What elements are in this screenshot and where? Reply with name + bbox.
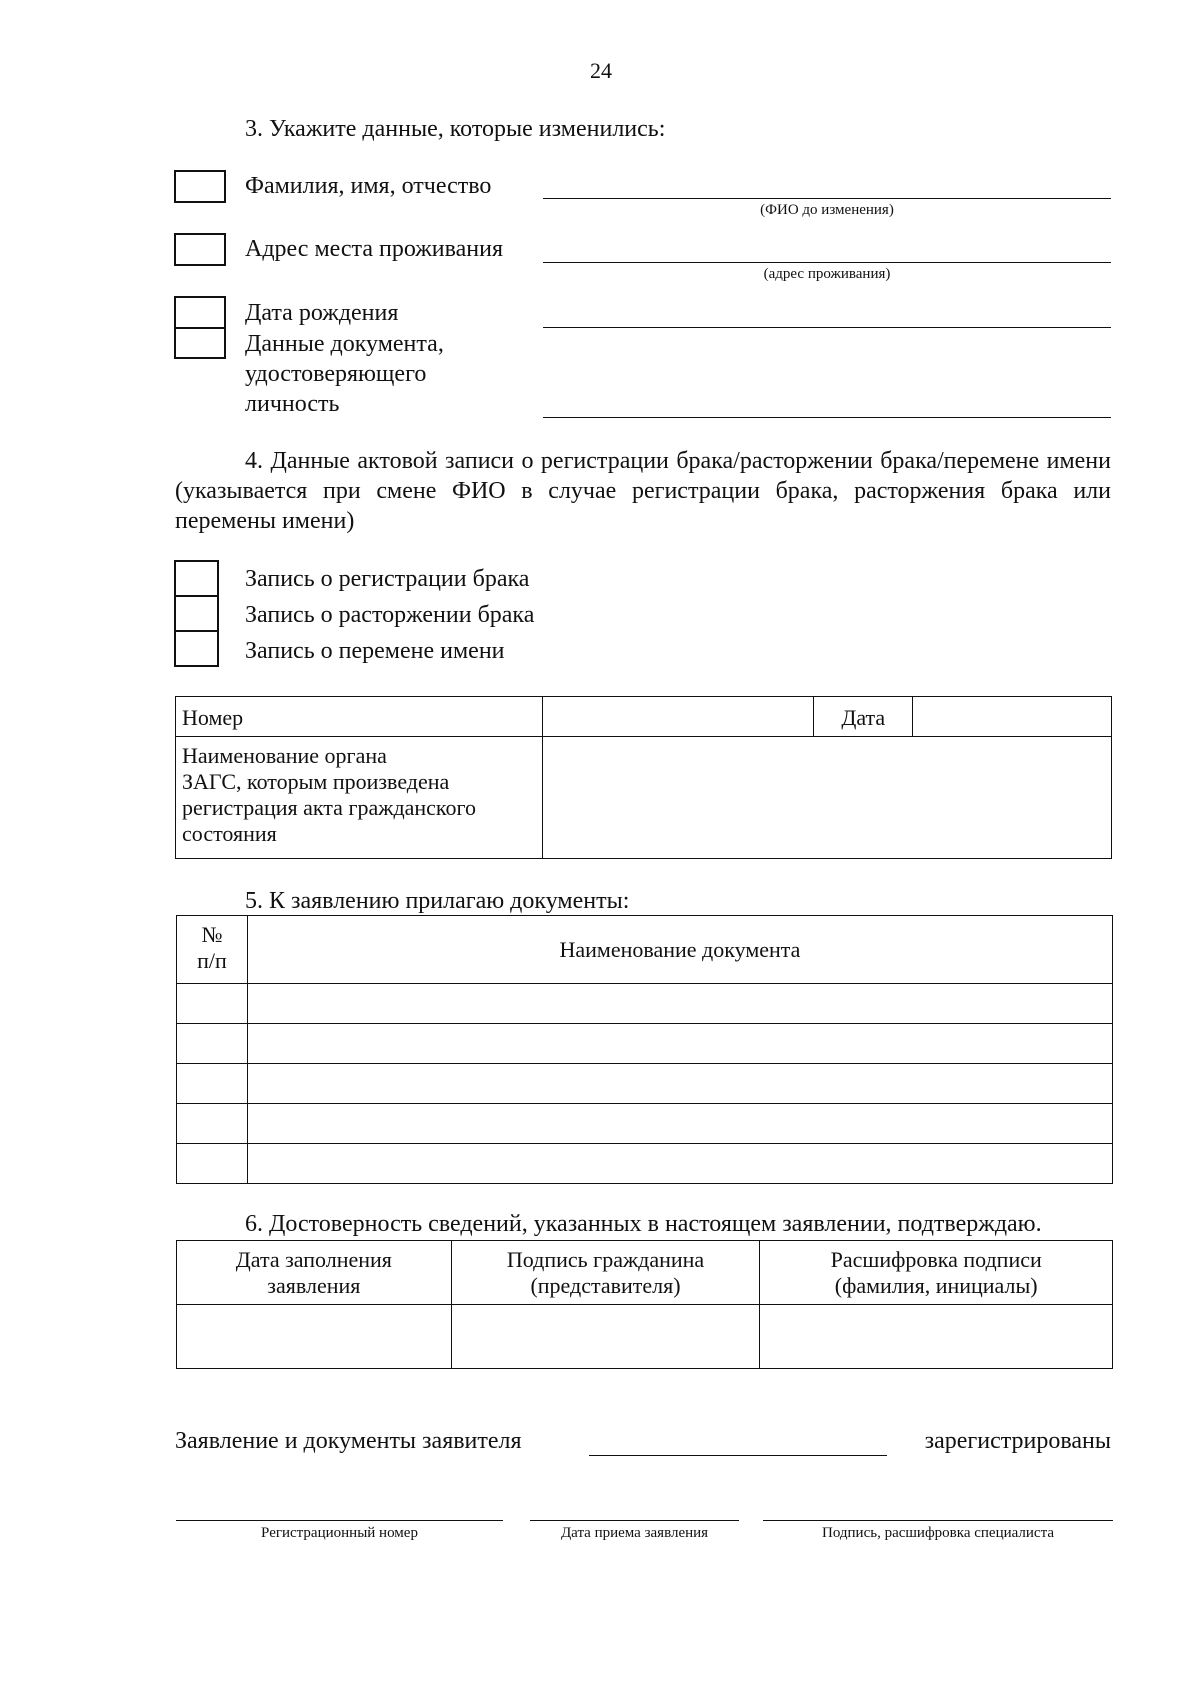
reg-number-caption: Регистрационный номер	[261, 1525, 418, 1541]
id-document-label-line3: личность	[245, 391, 340, 417]
row-name-cell[interactable]	[247, 1064, 1112, 1104]
checkbox-birthdate[interactable]	[174, 296, 226, 329]
birthdate-label: Дата рождения	[245, 300, 399, 326]
address-label: Адрес места проживания	[245, 236, 504, 262]
number-label: Номер	[182, 705, 244, 730]
col-num-header	[177, 916, 248, 984]
number-label-cell	[176, 697, 543, 737]
birthdate-input-line[interactable]	[543, 327, 1111, 328]
checkbox-fio[interactable]	[174, 170, 226, 203]
fill-date-line1: Дата заполнения	[235, 1247, 392, 1272]
date-input-cell[interactable]	[913, 697, 1112, 737]
table-row	[177, 1064, 1113, 1104]
date-label: Дата	[841, 705, 886, 730]
row-num-cell[interactable]	[177, 1064, 248, 1104]
id-document-label-line2: удостоверяющего	[245, 361, 427, 387]
signature-line2: (представителя)	[530, 1273, 681, 1298]
signature-header	[451, 1241, 760, 1305]
checkbox-id-document[interactable]	[174, 327, 226, 359]
receipt-date-line[interactable]	[530, 1520, 739, 1521]
section4-heading: 4. Данные актовой записи о регистрации брака/расторжении брака/перемене имени (указывается при смене ФИО в случае регистрации брака, расторжения брака или перемены имени)	[175, 448, 1111, 534]
organ-label-line4: состояния	[182, 821, 277, 846]
row-name-cell[interactable]	[247, 1144, 1112, 1184]
table-row	[177, 1104, 1113, 1144]
decoding-header	[760, 1241, 1113, 1305]
page-number: 24	[590, 58, 612, 83]
col-name-label: Наименование документа	[559, 936, 801, 962]
signature-input[interactable]	[451, 1305, 760, 1369]
checkbox-marriage[interactable]	[174, 560, 219, 597]
fio-label: Фамилия, имя, отчество	[245, 173, 492, 199]
organ-label-cell	[176, 737, 543, 859]
row-num-cell[interactable]	[177, 984, 248, 1024]
signature-line1: Подпись гражданина	[506, 1247, 705, 1272]
checkbox-address[interactable]	[174, 233, 226, 266]
table-row	[177, 984, 1113, 1024]
row-name-cell[interactable]	[247, 1104, 1112, 1144]
fill-date-header	[177, 1241, 452, 1305]
option-name-change-label: Запись о перемене имени	[245, 638, 505, 664]
table-row	[177, 1144, 1113, 1184]
address-input-line[interactable]	[543, 262, 1111, 263]
checkbox-name-change[interactable]	[174, 630, 219, 667]
organ-label-line1: Наименование органа	[182, 743, 387, 768]
registration-left-text: Заявление и документы заявителя	[175, 1428, 522, 1454]
specialist-signature-caption: Подпись, расшифровка специалиста	[821, 1525, 1054, 1541]
row-num-cell[interactable]	[177, 1144, 248, 1184]
civil-record-table	[175, 696, 1112, 859]
row-name-cell[interactable]	[247, 984, 1112, 1024]
fio-caption: (ФИО до изменения)	[760, 202, 894, 218]
option-marriage-label: Запись о регистрации брака	[245, 566, 530, 592]
row-name-cell[interactable]	[247, 1024, 1112, 1064]
reg-number-line[interactable]	[176, 1520, 503, 1521]
organ-label-line3: регистрация акта гражданского	[182, 795, 476, 820]
decoding-input[interactable]	[760, 1305, 1113, 1369]
id-document-input-line[interactable]	[543, 417, 1111, 418]
section6-heading: 6. Достоверность сведений, указанных в настоящем заявлении, подтверждаю.	[245, 1211, 1042, 1237]
fill-date-input[interactable]	[177, 1305, 452, 1369]
receipt-date-caption: Дата приема заявления	[560, 1525, 709, 1541]
organ-label-line2: ЗАГС, которым произведена	[182, 769, 450, 794]
documents-table	[176, 915, 1113, 1184]
address-caption: (адрес проживания)	[763, 266, 891, 282]
option-divorce-label: Запись о расторжении брака	[245, 602, 535, 628]
id-document-label-line1: Данные документа,	[245, 331, 444, 357]
confirmation-table	[176, 1240, 1113, 1369]
col-num-line2: п/п	[197, 948, 227, 973]
row-num-cell[interactable]	[177, 1104, 248, 1144]
table-row	[177, 1024, 1113, 1064]
decoding-line2: (фамилия, инициалы)	[834, 1273, 1038, 1298]
decoding-line1: Расшифровка подписи	[830, 1247, 1042, 1272]
section5-heading: 5. К заявлению прилагаю документы:	[245, 888, 630, 914]
number-input-cell[interactable]	[542, 697, 814, 737]
col-name-header	[247, 916, 1112, 984]
registration-right-text: зарегистрированы	[924, 1428, 1111, 1454]
date-label-cell	[814, 697, 913, 737]
fill-date-line2: заявления	[267, 1273, 361, 1298]
row-num-cell[interactable]	[177, 1024, 248, 1064]
registration-blank-line[interactable]	[589, 1455, 887, 1456]
fio-input-line[interactable]	[543, 198, 1111, 199]
checkbox-divorce[interactable]	[174, 595, 219, 632]
specialist-signature-line[interactable]	[763, 1520, 1113, 1521]
col-num-line1: №	[201, 922, 223, 947]
organ-input-cell[interactable]	[542, 737, 1111, 859]
section3-heading: 3. Укажите данные, которые изменились:	[245, 116, 666, 142]
